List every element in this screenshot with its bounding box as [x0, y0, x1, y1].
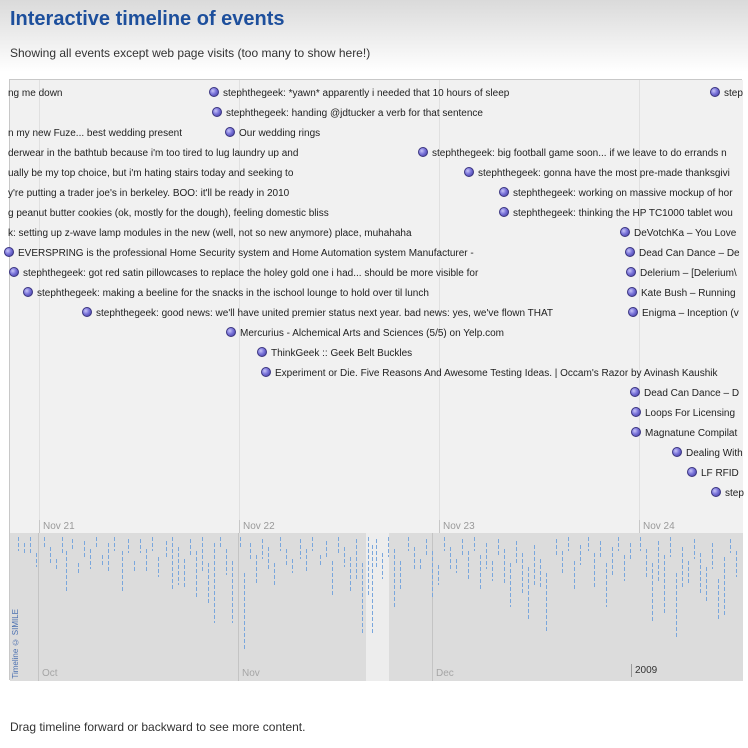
event-tape-mark — [408, 537, 409, 551]
event-tape-mark — [618, 537, 619, 551]
event-marker-icon[interactable] — [626, 267, 636, 277]
event-tape-mark — [66, 551, 67, 591]
event-marker-icon[interactable] — [631, 407, 641, 417]
event-tape-mark — [178, 547, 179, 585]
event-tape-mark — [172, 537, 173, 589]
event-marker-icon[interactable] — [687, 467, 697, 477]
event-tape-mark — [152, 537, 153, 551]
timeline-widget[interactable] — [9, 79, 742, 680]
event-marker-icon[interactable] — [23, 287, 33, 297]
event-marker-icon[interactable] — [672, 447, 682, 457]
event-tape-mark — [474, 537, 475, 551]
event-tape-mark — [462, 539, 463, 555]
event-tape-mark — [108, 543, 109, 571]
event-tape-mark — [72, 539, 73, 551]
timeline-event[interactable] — [212, 106, 483, 122]
event-title[interactable]: step — [724, 88, 743, 99]
event-tape-mark — [546, 573, 547, 633]
month-tick-label: Dec — [432, 667, 454, 680]
event-title[interactable]: y're putting a trader joe's in berkeley. BOO: it'll be ready in 2010 — [8, 188, 290, 199]
timeline-event[interactable] — [464, 166, 730, 182]
timeline-event[interactable] — [418, 146, 727, 162]
event-tape-mark — [262, 539, 263, 559]
event-marker-icon[interactable] — [628, 307, 638, 317]
event-tape-mark — [90, 549, 91, 569]
event-tape-mark — [522, 553, 523, 595]
page-title: Interactive timeline of events — [10, 8, 285, 30]
event-marker-icon[interactable] — [9, 267, 19, 277]
event-title[interactable]: ThinkGeek :: Geek Belt Buckles — [271, 348, 413, 359]
event-marker-icon[interactable] — [499, 187, 509, 197]
event-tape-mark — [438, 565, 439, 585]
timeline-event[interactable] — [8, 146, 298, 162]
timeline-event[interactable] — [711, 486, 744, 502]
day-tick-label: Nov 22 — [239, 520, 275, 534]
timeline-event[interactable] — [9, 266, 478, 282]
event-tape-mark — [574, 561, 575, 591]
event-tape-mark — [694, 539, 695, 559]
timeline-event[interactable] — [625, 246, 740, 262]
event-tape-mark — [300, 539, 301, 559]
event-tape-mark — [562, 551, 563, 573]
timeline-event[interactable] — [209, 86, 509, 102]
drag-instructions: Drag timeline forward or backward to see more content. — [10, 720, 306, 734]
event-marker-icon[interactable] — [630, 387, 640, 397]
event-tape-mark — [286, 549, 287, 567]
visible-range-highlight — [366, 533, 389, 681]
event-tape-mark — [588, 537, 589, 551]
timeline-event[interactable] — [8, 186, 289, 202]
event-tape-mark — [540, 559, 541, 589]
event-tape-mark — [128, 539, 129, 553]
event-tape-mark — [414, 547, 415, 571]
timeline-event[interactable] — [225, 126, 320, 142]
event-title[interactable]: Dead Can Dance – D — [644, 388, 740, 399]
timeline-event[interactable] — [672, 446, 743, 462]
event-tape-mark — [664, 555, 665, 615]
event-tape-mark — [736, 551, 737, 577]
timeline-event[interactable] — [8, 206, 329, 222]
event-tape-mark — [350, 557, 351, 593]
event-tape-mark — [658, 541, 659, 583]
event-tape-mark — [630, 543, 631, 561]
event-marker-icon[interactable] — [212, 107, 222, 117]
event-tape-mark — [232, 561, 233, 623]
event-marker-icon[interactable] — [4, 247, 14, 257]
event-title[interactable]: ually be my top choice, but i'm hating stairs today and seeking to — [8, 168, 294, 179]
event-tape-mark — [268, 547, 269, 571]
event-tape-mark — [676, 573, 677, 639]
event-marker-icon[interactable] — [226, 327, 236, 337]
event-title[interactable]: stephthegeek: *yawn* apparently i needed that 10 hours of sleep — [223, 88, 510, 99]
event-marker-icon[interactable] — [225, 127, 235, 137]
event-tape-mark — [730, 539, 731, 553]
event-tape-mark — [208, 563, 209, 605]
event-tape-mark — [18, 537, 19, 551]
event-tape-mark — [362, 563, 363, 633]
event-marker-icon[interactable] — [710, 87, 720, 97]
timeline-event[interactable] — [631, 426, 737, 442]
event-tape-mark — [158, 557, 159, 577]
event-title[interactable]: stephthegeek: gonna have the most pre-made thanksgivi — [478, 168, 730, 179]
event-tape-mark — [214, 543, 215, 623]
event-tape-mark — [368, 537, 369, 597]
event-marker-icon[interactable] — [627, 287, 637, 297]
event-tape-mark — [56, 559, 57, 571]
event-tape-mark — [594, 553, 595, 587]
event-tape-mark — [146, 549, 147, 571]
day-tick-label: Nov 23 — [439, 520, 475, 534]
timeline-event[interactable] — [630, 386, 739, 402]
timeline-event[interactable] — [82, 306, 553, 322]
event-tape-mark — [688, 561, 689, 585]
event-tape-mark — [196, 551, 197, 597]
event-tape-mark — [640, 537, 641, 551]
event-marker-icon[interactable] — [257, 347, 267, 357]
event-tape-mark — [468, 551, 469, 581]
event-tape-mark — [480, 555, 481, 589]
event-title[interactable]: Delerium – [Delerium\ — [640, 268, 737, 279]
timeline-event[interactable] — [8, 226, 412, 242]
event-tape-mark — [356, 539, 357, 579]
event-tape-mark — [338, 537, 339, 553]
event-tape-mark — [220, 537, 221, 549]
day-tick-label: Nov 21 — [39, 520, 75, 534]
timeline-event[interactable] — [499, 206, 733, 222]
event-title[interactable]: Our wedding rings — [239, 128, 321, 139]
timeline-event[interactable] — [257, 346, 412, 362]
event-marker-icon[interactable] — [418, 147, 428, 157]
month-tick-label: Nov — [238, 667, 260, 680]
event-tape-mark — [184, 559, 185, 589]
event-tape-mark — [450, 547, 451, 571]
event-title[interactable]: stephthegeek: good news: we'll have united premier status next year. bad news: yes, we've flown THAT — [96, 308, 554, 319]
event-tape-mark — [444, 537, 445, 551]
event-marker-icon[interactable] — [261, 367, 271, 377]
event-tape-mark — [44, 537, 45, 549]
event-title[interactable]: Dead Can Dance – De — [639, 248, 740, 259]
event-tape-mark — [426, 539, 427, 557]
timeline-event[interactable] — [8, 166, 293, 182]
event-tape-mark — [226, 549, 227, 575]
timeline-event[interactable] — [628, 306, 739, 322]
event-tape-mark — [36, 553, 37, 567]
event-tape-mark — [498, 539, 499, 555]
event-tape-mark — [516, 541, 517, 565]
timeline-event[interactable] — [620, 226, 736, 242]
timeline-event[interactable] — [687, 466, 739, 482]
event-tape-mark — [492, 561, 493, 581]
event-tape-mark — [700, 553, 701, 595]
event-tape-mark — [606, 563, 607, 607]
event-marker-icon[interactable] — [464, 167, 474, 177]
event-tape-mark — [534, 545, 535, 585]
event-title[interactable]: LF RFID — [701, 468, 739, 479]
event-title[interactable]: stephthegeek: working on massive mockup of hor — [513, 188, 733, 199]
event-tape-mark — [332, 561, 333, 595]
event-title[interactable]: Kate Bush – Running — [641, 288, 736, 299]
event-title[interactable]: Mercurius - Alchemical Arts and Sciences (5/5) on Yelp.com — [240, 328, 505, 339]
event-tape-mark — [372, 545, 373, 635]
event-title[interactable]: n my new Fuze... best wedding present — [8, 128, 182, 139]
event-tape-mark — [190, 539, 191, 555]
event-title[interactable]: stephthegeek: thinking the HP TC1000 tablet wou — [513, 208, 733, 219]
event-marker-icon[interactable] — [631, 427, 641, 437]
event-tape-mark — [250, 543, 251, 561]
event-tape-mark — [400, 561, 401, 589]
event-tape-mark — [652, 563, 653, 621]
event-tape-mark — [84, 541, 85, 557]
event-marker-icon[interactable] — [620, 227, 630, 237]
event-tape-mark — [682, 547, 683, 587]
event-tape-mark — [96, 537, 97, 549]
event-tape-mark — [724, 557, 725, 615]
event-title[interactable]: g peanut butter cookies (ok, mostly for the dough), feeling domestic bliss — [8, 208, 329, 219]
event-title[interactable]: step — [725, 488, 744, 499]
event-marker-icon[interactable] — [82, 307, 92, 317]
event-tape-mark — [624, 555, 625, 581]
event-tape-mark — [320, 555, 321, 567]
month-gridline — [38, 533, 39, 681]
timeline-overview-band[interactable] — [10, 533, 743, 681]
event-tape-mark — [114, 537, 115, 551]
month-gridline — [238, 533, 239, 681]
event-tape-mark — [102, 555, 103, 567]
event-tape-mark — [670, 537, 671, 557]
event-title[interactable]: ng me down — [8, 88, 63, 99]
month-tick-label: Oct — [38, 667, 58, 680]
event-title[interactable]: Loops For Licensing — [645, 408, 736, 419]
event-tape-mark — [166, 541, 167, 557]
event-tape-mark — [326, 541, 327, 559]
event-title[interactable]: stephthegeek: big football game soon... if we leave to do errands n — [432, 148, 727, 159]
event-title[interactable]: EVERSPRING is the professional Home Security system and Home Automation system Manufacturer - — [18, 248, 474, 259]
timeline-event[interactable] — [627, 286, 736, 302]
event-tape-mark — [718, 579, 719, 619]
timeline-event[interactable] — [23, 286, 429, 302]
event-tape-mark — [62, 537, 63, 553]
event-tape-mark — [50, 547, 51, 563]
event-title[interactable]: Experiment or Die. Five Reasons And Awesome Testing Ideas. | Occam's Razor by Avinash Kaushik — [275, 368, 718, 379]
event-tape-mark — [256, 555, 257, 585]
event-tape-mark — [78, 563, 79, 575]
event-tape-mark — [24, 543, 25, 555]
event-tape-mark — [600, 541, 601, 557]
event-tape-mark — [312, 537, 313, 551]
timeline-event[interactable] — [8, 86, 62, 102]
event-tape-mark — [712, 543, 713, 569]
event-tape-mark — [244, 573, 245, 649]
event-tape-mark — [140, 539, 141, 553]
event-tape-mark — [504, 549, 505, 583]
timeline-event[interactable] — [8, 126, 182, 142]
event-marker-icon[interactable] — [711, 487, 721, 497]
event-tape-mark — [376, 539, 377, 569]
event-title[interactable]: stephthegeek: handing @jdtucker a verb for that sentence — [226, 108, 483, 119]
event-tape-mark — [280, 537, 281, 551]
timeline-event[interactable] — [261, 366, 718, 382]
event-tape-mark — [646, 549, 647, 577]
page-subtitle: Showing all events except web page visits (too many to show here!) — [10, 46, 371, 60]
event-tape-mark — [382, 553, 383, 579]
event-tape-mark — [486, 543, 487, 569]
timeline-event[interactable] — [226, 326, 504, 342]
event-title[interactable]: DeVotchKa – You Love — [634, 228, 737, 239]
event-tape-mark — [388, 537, 389, 557]
event-title[interactable]: stephthegeek: making a beeline for the snacks in the ischool lounge to hold over til lunch — [37, 288, 429, 299]
event-marker-icon[interactable] — [209, 87, 219, 97]
event-tape-mark — [394, 549, 395, 609]
event-tape-mark — [134, 561, 135, 573]
event-marker-icon[interactable] — [499, 207, 509, 217]
timeline-event[interactable] — [631, 406, 735, 422]
event-tape-mark — [122, 551, 123, 591]
event-tape-mark — [30, 537, 31, 553]
timeline-event[interactable] — [626, 266, 737, 282]
event-title[interactable]: stephthegeek: got red satin pillowcases to replace the holey gold one i had... should be more visible for — [23, 268, 479, 279]
event-tape-mark — [240, 537, 241, 549]
event-title[interactable]: derwear in the bathtub because i'm too tired to lug laundry up and — [8, 148, 299, 159]
event-title[interactable]: Enigma – Inception (v — [642, 308, 739, 319]
event-tape-mark — [528, 567, 529, 619]
event-tape-mark — [274, 563, 275, 585]
event-tape-mark — [580, 545, 581, 565]
timeline-event[interactable] — [710, 86, 743, 102]
event-tape-mark — [202, 537, 203, 573]
event-tape-mark — [292, 559, 293, 573]
timeline-event[interactable] — [4, 246, 474, 262]
event-tape-mark — [420, 559, 421, 571]
timeline-detail-band[interactable] — [10, 80, 743, 533]
event-tape-mark — [456, 559, 457, 573]
event-tape-mark — [706, 567, 707, 603]
event-tape-mark — [510, 563, 511, 607]
event-tape-mark — [556, 539, 557, 555]
year-tick-label: 2009 — [631, 664, 657, 677]
day-tick-label: Nov 24 — [639, 520, 675, 534]
event-title[interactable]: Dealing With — [686, 448, 743, 459]
simile-credit-link[interactable]: Timeline © SIMILE — [11, 609, 20, 679]
event-title[interactable]: k: setting up z-wave lamp modules in the new (well, not so new anymore) place, muhahaha — [8, 228, 412, 239]
event-tape-mark — [432, 551, 433, 599]
event-tape-mark — [344, 547, 345, 567]
timeline-event[interactable] — [499, 186, 733, 202]
event-tape-mark — [568, 537, 569, 551]
event-tape-mark — [306, 549, 307, 571]
event-title[interactable]: Magnatune Compilat — [645, 428, 738, 439]
event-marker-icon[interactable] — [625, 247, 635, 257]
event-tape-mark — [612, 547, 613, 575]
